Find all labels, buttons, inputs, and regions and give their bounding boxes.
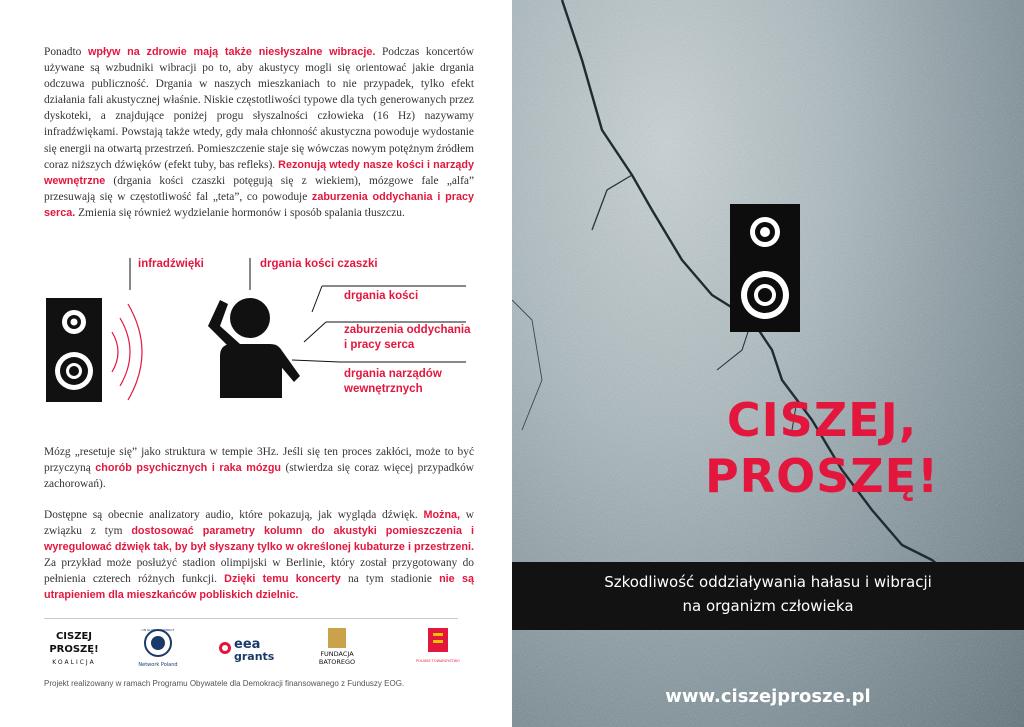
- label-infrasound: infradźwięki: [138, 258, 204, 270]
- highlighted-text: zaburzenia oddychania i pracy serca.: [44, 190, 474, 219]
- cover-title-line2: PROSZĘ!: [704, 449, 940, 503]
- vibration-diagram: [44, 252, 474, 412]
- highlighted-text: chorób psychicznych i raka mózgu: [95, 462, 282, 475]
- svg-text:KOALICJA: KOALICJA: [52, 659, 96, 666]
- koalicja-logo: [44, 626, 104, 670]
- label-breathing-heart: zaburzenia oddychania i pracy serca: [344, 324, 471, 351]
- partner-logos: [44, 626, 464, 672]
- svg-text:CISZEJ: CISZEJ: [55, 631, 93, 642]
- svg-text:POLSKIE TOWARZYSTWO: POLSKIE TOWARZYSTWO: [416, 659, 460, 663]
- paragraph-brain: [44, 444, 474, 492]
- footnote: Projekt realizowany w ramach Programu Obywatele dla Demokracji finansowanego z Funduszy EOG.: [44, 679, 405, 688]
- body-text-run: Mózg „resetuje się” jako struktura w tempie 3Hz. Jeśli się ten proces zakłóci, może to być przyczyną: [44, 446, 474, 475]
- svg-text:BATOREGO: BATOREGO: [318, 658, 356, 666]
- svg-text:FUNDACJA: FUNDACJA: [320, 650, 354, 658]
- highlighted-text: dostosować parametry kolumn do akustyki pomieszczenia i wyregulować dźwięk tak, by był słyszany tylko w określonej kubaturze i przestrzeni.: [44, 525, 474, 554]
- body-text-run: na tym stadionie: [340, 573, 440, 586]
- paragraph-vibrations: [44, 44, 474, 221]
- cover-page: [512, 0, 1024, 727]
- body-text-run: Ponadto: [44, 46, 88, 58]
- body-text-run: Za przykład może posłużyć stadion olimpijski w Berlinie, który został przygotowany do pełnienia czterech różnych funkcji.: [44, 557, 474, 586]
- body-text-run: (drgania kości czaszki potęgują się z wiekiem), mózgowe fale „alfa” przesuwają się w częstotliwość fal „teta”, co powoduje: [44, 174, 474, 203]
- website-url: www.ciszejprosze.pl: [665, 686, 871, 707]
- sound-waves-icon: [112, 304, 142, 400]
- body-text-run: Dostępne są obecnie analizatory audio, które pokazują, jak wygląda dźwięk.: [44, 509, 424, 521]
- highlighted-text: Dzięki temu koncerty: [224, 573, 341, 586]
- svg-text:eea: eea: [234, 637, 261, 652]
- cover-title: [642, 392, 1002, 504]
- highlighted-text: Można,: [423, 509, 461, 521]
- svg-text:Network Poland: Network Poland: [138, 662, 178, 668]
- body-text-run: Zmienia się również wydzielanie hormonów i sposób spalania tłuszczu.: [75, 206, 405, 219]
- subtitle-line2: na organizm człowieka: [682, 597, 854, 615]
- label-organ-vibration: drgania narządów wewnętrznych: [344, 368, 442, 395]
- svg-text:PROSZĘ!: PROSZĘ!: [49, 644, 99, 655]
- body-text-run: w związku z tym: [44, 509, 475, 538]
- paragraph-analyzers: [44, 507, 474, 604]
- person-icon: [208, 298, 300, 398]
- body-text-run: (stwierdza się coraz więcej przypadków zachorowań).: [44, 462, 474, 491]
- body-text-run: Podczas koncertów używane są wzbudniki wibracji po to, aby akustycy mogli się orientować jakie drgania odczuwa publiczność. Drgania w naszych mieszkaniach to nie przypadek, tylko efekt działania fali akustycznej właśnie. Niskie częstotliwości typowe dla tych generowanych przez dyskoteki, a znajdujące poniżej progu słyszalności człowieka (16 Hz) nazywamy infradźwiękami. Powstają także wtedy, gdy mała chłonność akustyczna powoduje wydostanie się energii na otwartą przestrzeń. Pomieszczenie staje się wówczas nowym potężnym źródłem coraz niższych dźwięków (efekt tuby, bas refleks).: [44, 46, 474, 171]
- svg-text:UN GLOBAL COMPACT: UN GLOBAL COMPACT: [141, 628, 175, 632]
- svg-text:grants: grants: [234, 650, 275, 663]
- fundacja-batorego-logo: [306, 626, 368, 670]
- highlighted-text: wpływ na zdrowie mają także niesłyszalne wibracje.: [87, 46, 376, 58]
- speaker-icon: [730, 204, 800, 332]
- un-global-compact-logo: [132, 626, 184, 670]
- ptcs-logo: [414, 626, 462, 670]
- label-skull-vibration: drgania kości czaszki: [260, 258, 378, 270]
- highlighted-text: Rezonują wtedy nasze kości i narządy wewnętrzne: [44, 158, 474, 187]
- cover-title-line1: CISZEJ,: [726, 393, 918, 447]
- eea-grants-logo: [216, 626, 276, 670]
- label-bone-vibration: drgania kości: [344, 290, 419, 302]
- subtitle-band: [512, 562, 1024, 630]
- subtitle-line1: Szkodliwość oddziaływania hałasu i wibracji: [604, 573, 932, 591]
- divider: [44, 618, 458, 619]
- highlighted-text: nie są utrapieniem dla mieszkańców pobliskich dzielnic.: [44, 573, 474, 602]
- speaker-icon: [46, 298, 102, 402]
